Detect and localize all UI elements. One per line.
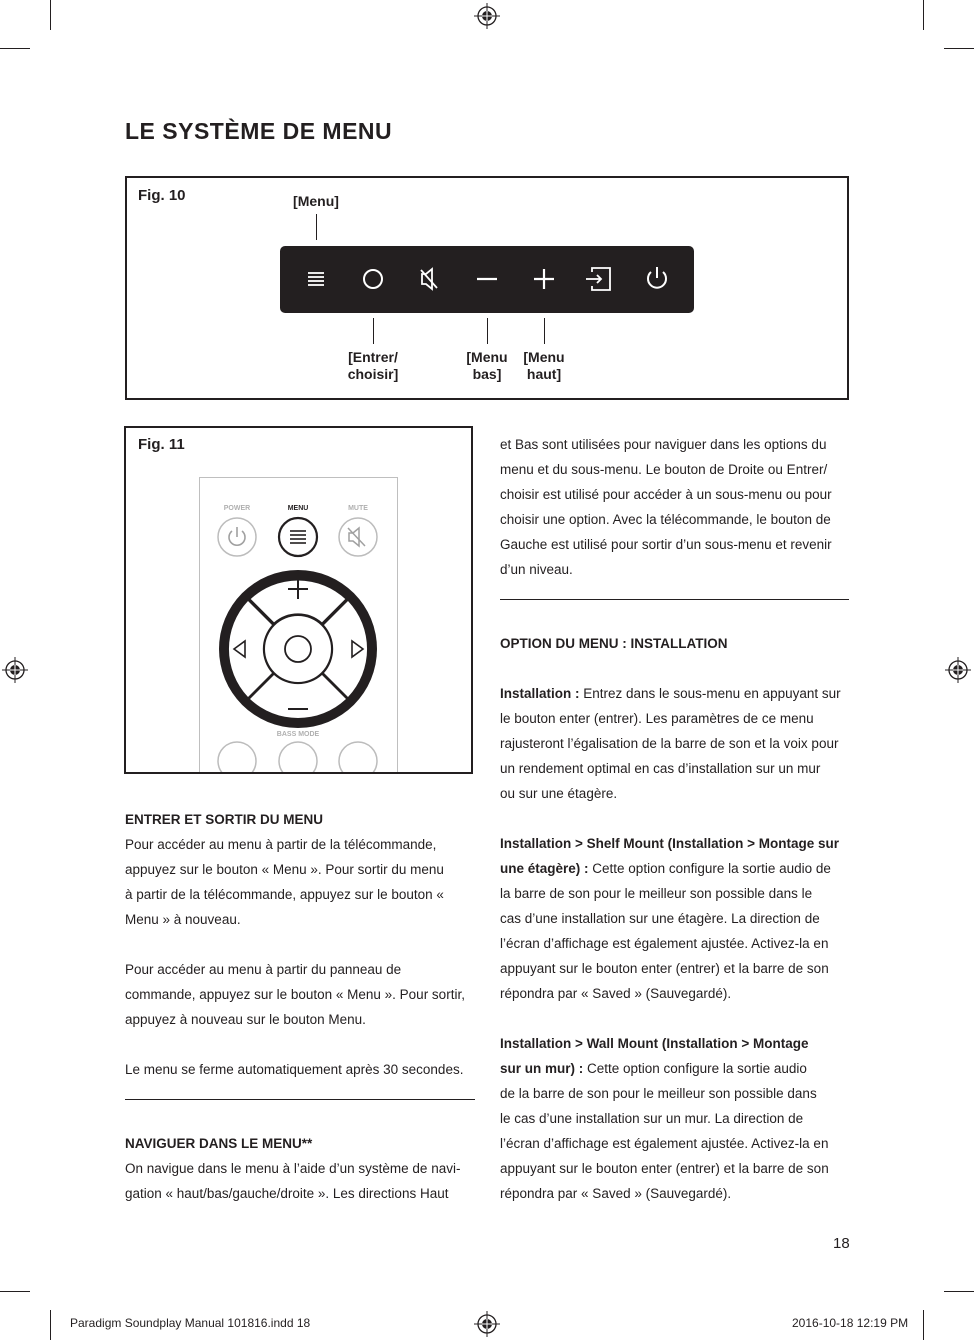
- text-line: et Bas sont utilisées pour naviguer dans les options du: [500, 437, 827, 452]
- section-heading: ENTRER ET SORTIR DU MENU: [125, 812, 324, 827]
- text-line: Pour accéder au menu à partir du panneau de: [125, 962, 402, 977]
- page-number: 18: [833, 1235, 850, 1252]
- text-line: la barre de son pour le meilleur son possible dans le: [500, 886, 813, 901]
- callout-line: [544, 318, 545, 344]
- text-line: ou sur une étagère.: [500, 786, 618, 801]
- text-line: appuyez sur le bouton « Menu ». Pour sortir du menu: [125, 862, 444, 877]
- remote-bass-mode-label: BASS MODE: [276, 731, 320, 738]
- callout-menu-up-line1: [Menu: [523, 349, 565, 365]
- text-line: Menu » à nouveau.: [125, 912, 241, 927]
- bass-button-shape: [279, 742, 317, 772]
- text-line: cas d’une installation sur une étagère. La direction de: [500, 911, 820, 926]
- slug-file: Paradigm Soundplay Manual 101816.indd 18: [70, 1316, 311, 1330]
- text-line: rajusteront l’égalisation de la barre de son et la voix pour: [500, 736, 839, 751]
- text-line: de la barre de son pour le meilleur son possible dans: [500, 1086, 817, 1101]
- figure-label: Fig. 10: [138, 187, 186, 204]
- crop-mark: [944, 1291, 974, 1292]
- text-line: [500, 1056, 852, 1081]
- remote-control: [199, 477, 398, 772]
- text-line: le bouton enter (entrer). Les paramètres de ce menu: [500, 711, 814, 726]
- text-line: Pour accéder au menu à partir de la télécommande,: [125, 837, 437, 852]
- crop-mark: [50, 1310, 51, 1340]
- left-column: [125, 807, 477, 1082]
- registration-mark-icon: [945, 657, 971, 683]
- text-line: l’écran d’affichage est également ajustée. Activez-la en: [500, 1136, 829, 1151]
- mute-button-shape: [339, 518, 377, 556]
- text-line: Gauche est utilisé pour sortir d’un sous-menu et revenir: [500, 537, 832, 552]
- text-line: à partir de la télécommande, appuyez sur le bouton «: [125, 887, 444, 902]
- callout-menu-down-line2: bas]: [472, 366, 502, 382]
- crop-mark: [0, 1291, 30, 1292]
- text-line: l’écran d’affichage est également ajustée. Activez-la en: [500, 936, 829, 951]
- bass-button-shape: [218, 742, 256, 772]
- text-line: choisir une option. Avec la télécommande, le bouton de: [500, 512, 831, 527]
- text-line: répondra par « Saved » (Sauvegardé).: [500, 986, 732, 1001]
- text-line: Le menu se ferme automatiquement après 30 secondes.: [125, 1062, 464, 1077]
- text-line: On navigue dans le menu à l’aide d’un système de navi-: [125, 1161, 461, 1176]
- text-line: gation « haut/bas/gauche/droite ». Les directions Haut: [125, 1186, 449, 1201]
- callout-menu: [Menu]: [293, 193, 339, 209]
- text-line: menu et du sous-menu. Le bouton de Droite ou Entrer/: [500, 462, 828, 477]
- text-line: un rendement optimal en cas d’installation sur un mur: [500, 761, 821, 776]
- remote-power-label: POWER: [223, 505, 251, 512]
- text-line: d’un niveau.: [500, 562, 573, 577]
- right-column: [500, 432, 852, 582]
- bass-button-shape: [339, 742, 377, 772]
- crop-mark: [923, 1310, 924, 1340]
- left-column-navigation: [125, 1131, 477, 1206]
- text-span: Cette option configure la sortie audio: [583, 1061, 807, 1076]
- right-column-installation: [500, 631, 852, 1206]
- remote-menu-label: MENU: [287, 505, 309, 512]
- term-label: Installation > Shelf Mount (Installation > Montage sur: [500, 836, 840, 851]
- section-heading: OPTION DU MENU : INSTALLATION: [500, 636, 728, 651]
- term-label: Installation :: [500, 686, 580, 701]
- text-line: répondra par « Saved » (Sauvegardé).: [500, 1186, 732, 1201]
- text-line: [500, 856, 852, 881]
- slug-date: 2016-10-18 12:19 PM: [792, 1316, 909, 1330]
- page-title: LE SYSTÈME DE MENU: [125, 118, 393, 144]
- term-label: Installation > Wall Mount (Installation > Montage: [500, 1036, 809, 1051]
- callout-enter: [338, 349, 408, 383]
- callout-menu-down-line1: [Menu: [466, 349, 508, 365]
- control-panel: [280, 246, 694, 313]
- text-span: Cette option configure la sortie audio de: [588, 861, 831, 876]
- menu-button-shape: [279, 518, 317, 556]
- figure-label: Fig. 11: [138, 436, 185, 453]
- text-line: appuyant sur le bouton enter (entrer) et la barre de son: [500, 1161, 829, 1176]
- term-label: une étagère) :: [500, 861, 589, 876]
- term-label: sur un mur) :: [500, 1061, 584, 1076]
- callout-menu-down: [460, 349, 514, 383]
- crop-mark: [50, 0, 51, 30]
- crop-mark: [944, 48, 974, 49]
- section-divider: [500, 599, 849, 600]
- callout-line: [316, 214, 317, 240]
- text-line: le cas d’une installation sur un mur. La direction de: [500, 1111, 804, 1126]
- text-line: [500, 681, 852, 706]
- callout-menu-up: [517, 349, 571, 383]
- text-line: commande, appuyez sur le bouton « Menu ». Pour sortir,: [125, 987, 465, 1002]
- callout-line: [373, 318, 374, 344]
- callout-line: [487, 318, 488, 344]
- callout-enter-line1: [Entrer/: [348, 349, 398, 365]
- registration-mark-icon: [474, 1311, 500, 1337]
- section-divider: [125, 1099, 475, 1100]
- callout-enter-line2: choisir]: [347, 366, 399, 382]
- text-line: appuyez à nouveau sur le bouton Menu.: [125, 1012, 366, 1027]
- crop-mark: [0, 48, 30, 49]
- callout-menu-up-line2: haut]: [526, 366, 562, 382]
- remote-mute-label: MUTE: [348, 505, 368, 512]
- registration-mark-icon: [2, 657, 28, 683]
- text-span: Entrez dans le sous-menu en appuyant sur: [579, 686, 841, 701]
- text-line: choisir est utilisé pour accéder à un sous-menu ou pour: [500, 487, 832, 502]
- crop-mark: [923, 0, 924, 30]
- registration-mark-icon: [474, 3, 500, 29]
- text-line: appuyant sur le bouton enter (entrer) et la barre de son: [500, 961, 829, 976]
- section-heading: NAVIGUER DANS LE MENU**: [125, 1136, 313, 1151]
